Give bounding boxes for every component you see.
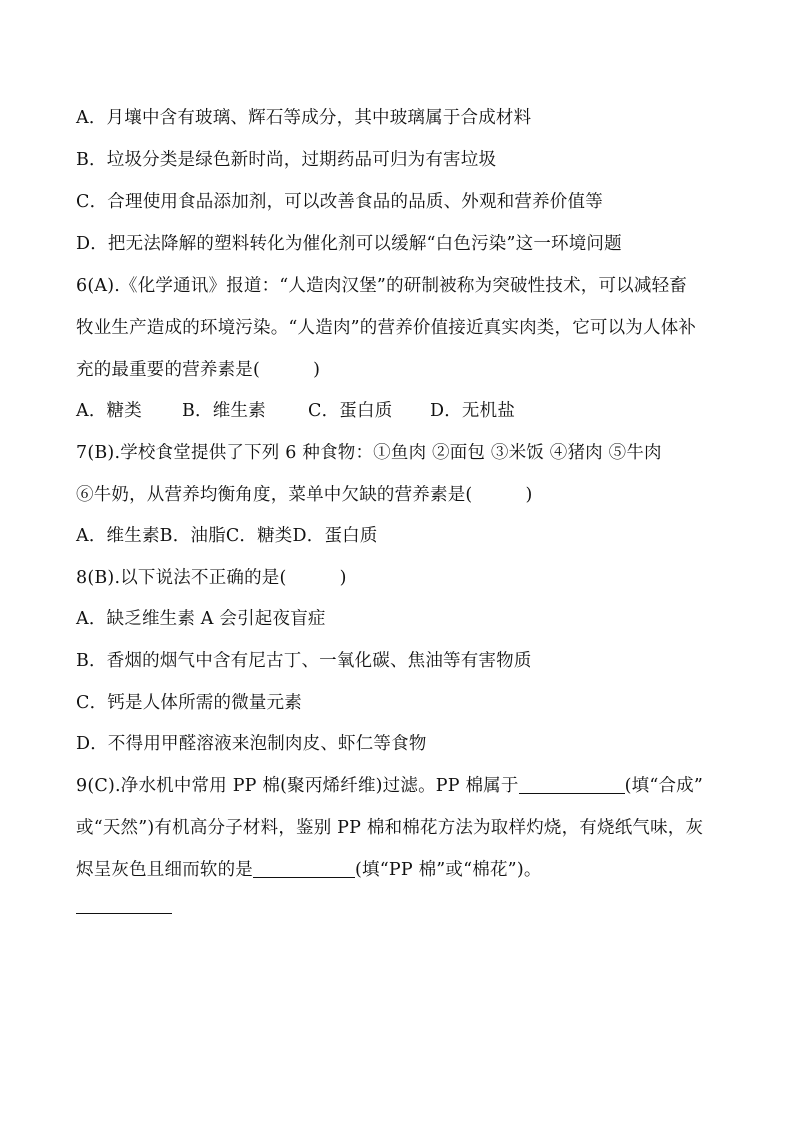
q9-line3-hint: (填“PP 棉”或“棉花”)。: [355, 860, 542, 880]
q8-option-b: B．香烟的烟气中含有尼古丁、一氧化碳、焦油等有害物质: [76, 651, 532, 671]
q8-stem: 8(B).以下说法不正确的是( ): [76, 568, 347, 588]
answer-blank-1[interactable]: [519, 775, 625, 794]
answer-blank-2[interactable]: [253, 859, 355, 878]
q9-stem-line3: [76, 856, 542, 881]
q6-option-c: C．蛋白质: [308, 401, 393, 421]
q6-options: [76, 397, 515, 422]
q8-option-d: D．不得用甲醛溶液来泡制肉皮、虾仁等食物: [76, 734, 427, 754]
q7-option-b: B．油脂: [159, 526, 226, 546]
q7-stem-line2: ⑥牛奶，从营养均衡角度，菜单中欠缺的营养素是( ): [76, 485, 533, 505]
q8-option-a: A．缺乏维生素 A 会引起夜盲症: [76, 609, 326, 629]
q6-option-a: A．糖类: [76, 401, 142, 421]
q6-stem-line3: 充的最重要的营养素是( ): [76, 360, 321, 380]
q5-option-a: A．月壤中含有玻璃、辉石等成分，其中玻璃属于合成材料: [76, 108, 532, 128]
footnote-divider: [76, 913, 172, 914]
q7-option-c: C．糖类: [225, 526, 293, 546]
q6-option-d: D．无机盐: [430, 401, 516, 421]
q9-stem-line2: 或“天然”)有机高分子材料，鉴别 PP 棉和棉花方法为取样灼烧，有烧纸气味，灰: [76, 818, 704, 838]
q6-stem-line1: 6(A).《化学通讯》报道：“人造肉汉堡”的研制被称为突破性技术，可以减轻畜: [76, 276, 687, 296]
q7-option-d: D．蛋白质: [292, 526, 378, 546]
q6-option-b: B．维生素: [182, 401, 266, 421]
q9-line1-hint: (填“合成”: [624, 776, 704, 796]
q9-line1-text: 9(C).净水机中常用 PP 棉(聚丙烯纤维)过滤。PP 棉属于: [76, 776, 519, 796]
q5-option-c: C．合理使用食品添加剂，可以改善食品的品质、外观和营养价值等: [76, 192, 603, 212]
q5-option-b: B．垃圾分类是绿色新时尚，过期药品可归为有害垃圾: [76, 150, 497, 170]
q8-option-c: C．钙是人体所需的微量元素: [76, 693, 302, 713]
q6-stem-line2: 牧业生产造成的环境污染。“人造肉”的营养价值接近真实肉类，它可以为人体补: [76, 318, 697, 338]
q7-options: [76, 522, 378, 547]
q7-option-a: A．维生素: [76, 526, 160, 546]
q9-line3-text: 烬呈灰色且细而软的是: [76, 860, 253, 880]
q7-stem-line1: 7(B).学校食堂提供了下列 6 种食物：①鱼肉 ②面包 ③米饭 ④猪肉 ⑤牛肉: [76, 443, 662, 463]
q5-option-d: D．把无法降解的塑料转化为催化剂可以缓解“白色污染”这一环境问题: [76, 234, 622, 254]
q9-stem-line1: [76, 772, 703, 797]
